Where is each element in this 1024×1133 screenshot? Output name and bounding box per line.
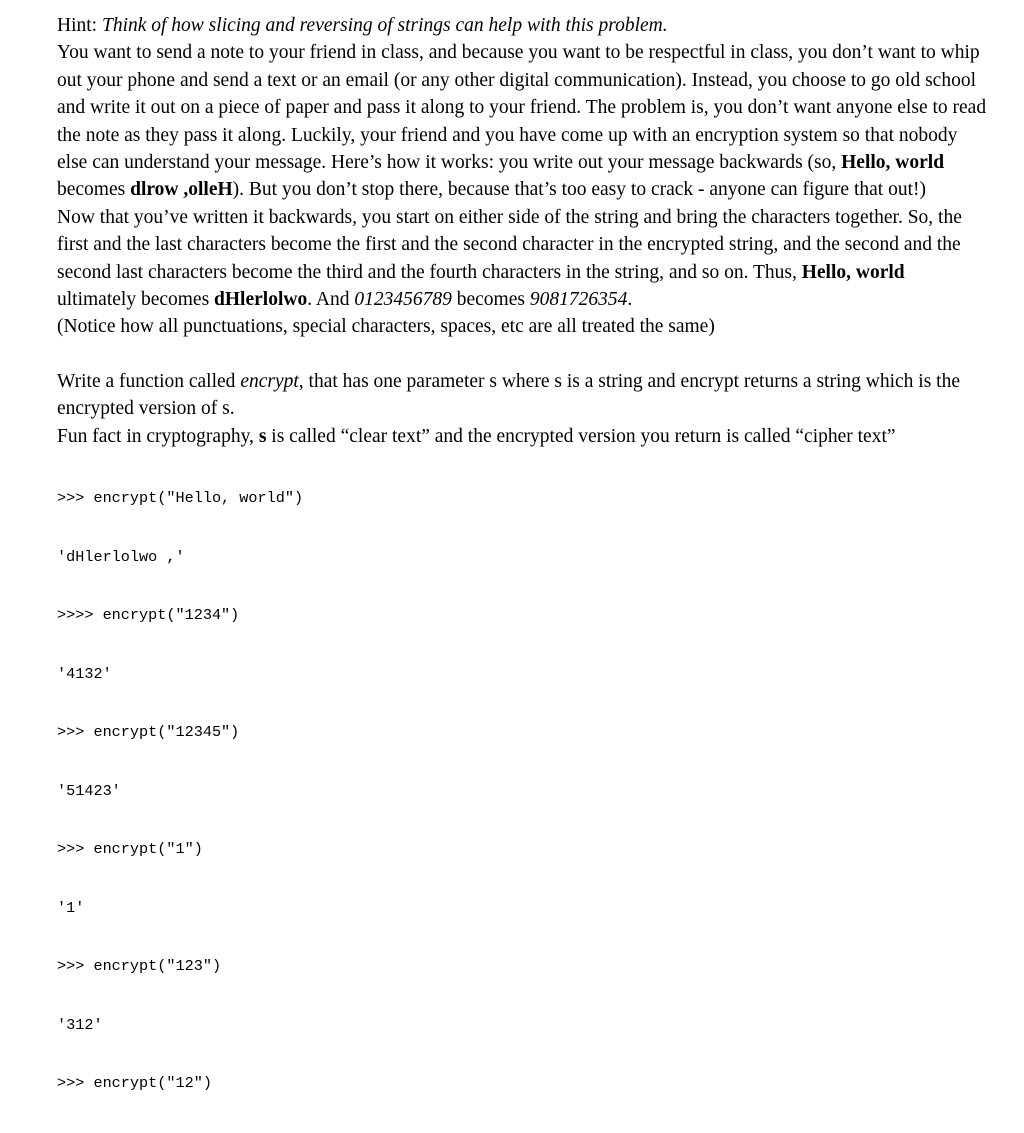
paragraph-gap (57, 341, 987, 368)
story-text-2: becomes (57, 179, 131, 201)
fun-fact-text-2: is called “clear text” and the encrypted version you return is called “cipher text” (266, 425, 896, 447)
fun-fact-variable: s (258, 425, 267, 447)
task-function-name: encrypt (240, 370, 299, 392)
task-text-2: , that has one parameter s where s is a string and encrypt returns a string which is the encrypted version of s. (57, 370, 960, 420)
code-line: >>> encrypt("1") (57, 840, 203, 859)
note-paragraph: (Notice how all punctuations, special characters, spaces, etc are all treated the same) (57, 316, 715, 338)
story-text-1: You want to send a note to your friend in class, and because you want to be respectful in class, you don’t want to whip out your phone and send a text or an email (or any other digital communication). Instead, you choose to go old school and write it out on a piece of paper and pass it along to your friend. The problem is, you don’t want anyone else to read the note as they pass it along. Luckily, your friend and you have come up with an encryption system so that nobody else can understand your message. Here’s how it works: you write out your message backwards (so, (57, 42, 987, 174)
method-example-plain: Hello, world (801, 261, 905, 283)
story-text-3: ). But you don’t stop there, because that’s too easy to crack - anyone can figure that out!) (232, 179, 926, 201)
method-text-5: . (627, 289, 633, 311)
method-example-encrypted: dHlerlolwo (214, 289, 308, 311)
code-line: '51423' (57, 781, 121, 800)
code-line: >>> encrypt("12") (57, 1074, 212, 1093)
method-text-1: Now that you’ve written it backwards, you start on either side of the string and bring the characters together. So, the first and the last characters become the first and the second character in the encrypted string, and the second and the second last characters become the third and the fourth characters in the string, and so on. Thus, (57, 206, 962, 283)
fun-fact-paragraph (57, 423, 987, 450)
fun-fact-text-1: Fun fact in cryptography, (57, 425, 259, 447)
hint-lead: Hint: (57, 15, 102, 36)
code-line: '1' (57, 898, 85, 917)
code-line: '4132' (57, 664, 112, 683)
method-text-2: ultimately becomes (57, 289, 215, 311)
code-line: >>> encrypt("123") (57, 957, 222, 976)
task-paragraph (57, 368, 987, 423)
story-paragraph (57, 39, 987, 203)
hint-text: Think of how slicing and reversing of strings can help with this problem. (101, 15, 668, 36)
code-line: >>> encrypt("Hello, world") (57, 489, 304, 508)
code-line: 'dHlerlolwo ,' (57, 547, 185, 566)
story-example-plain: Hello, world (841, 152, 945, 174)
task-text-1: Write a function called (57, 370, 241, 392)
code-line: '312' (57, 1015, 103, 1034)
method-paragraph (57, 204, 987, 314)
method-digits-encrypted: 9081726354 (529, 289, 628, 311)
method-text-4: becomes (451, 289, 530, 311)
hint-paragraph (57, 12, 987, 39)
code-line: >>> encrypt("12345") (57, 723, 240, 742)
story-example-reversed: dlrow ,olleH (130, 179, 233, 201)
code-line: >>>> encrypt("1234") (57, 606, 240, 625)
method-text-3: . And (307, 289, 355, 311)
document-body (57, 12, 987, 1133)
method-digits-plain: 0123456789 (354, 289, 452, 311)
code-examples (57, 450, 987, 1133)
